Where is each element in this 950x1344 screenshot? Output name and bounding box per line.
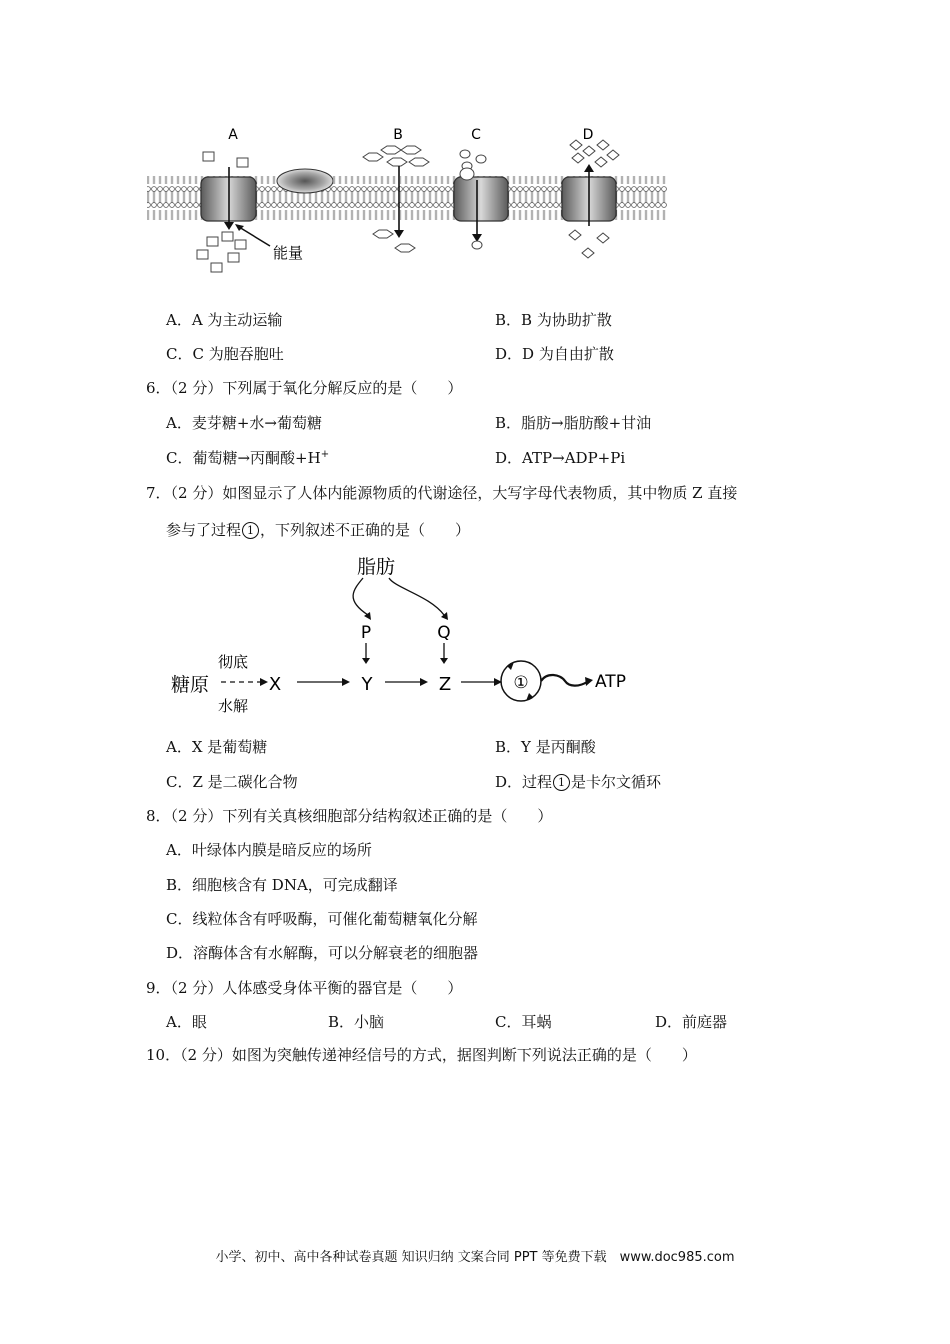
q6-option-c-superscript: +: [320, 449, 330, 460]
q8-option-d[interactable]: D．溶酶体含有水解酶，可以分解衰老的细胞器: [166, 944, 479, 962]
q6-option-d[interactable]: D．ATP→ADP+Pi: [495, 449, 626, 467]
q7-option-d-pre: D．过程: [495, 773, 553, 791]
label-a: A: [228, 127, 238, 143]
q7-option-b[interactable]: B．Y 是丙酮酸: [495, 738, 596, 756]
q7-option-c[interactable]: C．Z 是二碳化合物: [166, 773, 298, 791]
q6-stem: 6．（2 分）下列属于氧化分解反应的是（ ）: [146, 379, 463, 397]
membrane-transport-figure: [145, 120, 670, 275]
q7-option-d-post: 是卡尔文循环: [571, 773, 662, 791]
q8-option-c[interactable]: C．线粒体含有呼吸酶，可催化葡萄糖氧化分解: [166, 910, 478, 928]
q9-option-a[interactable]: A．眼: [166, 1013, 207, 1031]
energy-label: 能量: [273, 244, 304, 262]
q7-option-a[interactable]: A．X 是葡萄糖: [166, 738, 268, 756]
q7-option-d[interactable]: [495, 772, 661, 792]
label-c: C: [471, 127, 481, 143]
q6-option-c-text: C．葡萄糖→丙酮酸+H: [166, 449, 321, 467]
q5-option-d[interactable]: D．D 为自由扩散: [495, 345, 614, 363]
q5-option-c[interactable]: C．C 为胞吞胞吐: [166, 345, 284, 363]
q9-option-c[interactable]: C．耳蜗: [495, 1013, 552, 1031]
q9-option-b[interactable]: B．小脑: [328, 1013, 385, 1031]
q7-stem-line1: 7．（2 分）如图显示了人体内能源物质的代谢途径，大写字母代表物质，其中物质 Z 直接: [146, 484, 738, 502]
q7-stem-line2: [166, 520, 470, 540]
fig-complete: 彻底: [218, 653, 249, 671]
fig-cycle: ①: [513, 673, 529, 693]
fig-glycogen: 糖原: [171, 674, 210, 696]
q9-stem: 9．（2 分）人体感受身体平衡的器官是（ ）: [146, 979, 463, 997]
q5-option-a[interactable]: A．A 为主动运输: [166, 311, 283, 329]
q6-option-c[interactable]: [166, 448, 329, 468]
label-d: D: [582, 127, 594, 143]
q10-stem: 10．（2 分）如图为突触传递神经信号的方式，据图判断下列说法正确的是（ ）: [146, 1046, 697, 1064]
q8-option-a[interactable]: A．叶绿体内膜是暗反应的场所: [166, 841, 372, 859]
q7-stem-circle: 1: [242, 522, 259, 539]
q7-stem-post: ，下列叙述不正确的是（ ）: [260, 521, 471, 539]
fig-fat: 脂肪: [356, 556, 396, 578]
q8-stem: 8．（2 分）下列有关真核细胞部分结构叙述正确的是（ ）: [146, 807, 553, 825]
fig-p: P: [360, 623, 372, 643]
q5-option-b[interactable]: B．B 为协助扩散: [495, 311, 612, 329]
page-footer: 小学、初中、高中各种试卷真题 知识归纳 文案合同 PPT 等免费下载 www.doc985.com: [215, 1250, 735, 1265]
q6-option-a[interactable]: A．麦芽糖+水→葡萄糖: [166, 414, 322, 432]
fig-z: Z: [438, 674, 452, 695]
fig-x: X: [268, 674, 282, 695]
fig-hydrolysis: 水解: [218, 697, 249, 715]
fig-y: Y: [361, 674, 373, 695]
q9-option-d[interactable]: D．前庭器: [655, 1013, 728, 1031]
label-b: B: [393, 127, 403, 143]
q8-option-b[interactable]: B．细胞核含有 DNA，可完成翻译: [166, 876, 398, 894]
fig-atp: ATP: [595, 672, 626, 692]
q6-option-b[interactable]: B．脂肪→脂肪酸+甘油: [495, 414, 652, 432]
fig-q: Q: [437, 623, 451, 643]
q7-option-d-circle: 1: [553, 774, 570, 791]
q7-stem-pre: 参与了过程: [166, 521, 242, 539]
metabolism-pathway-figure: [165, 550, 645, 725]
